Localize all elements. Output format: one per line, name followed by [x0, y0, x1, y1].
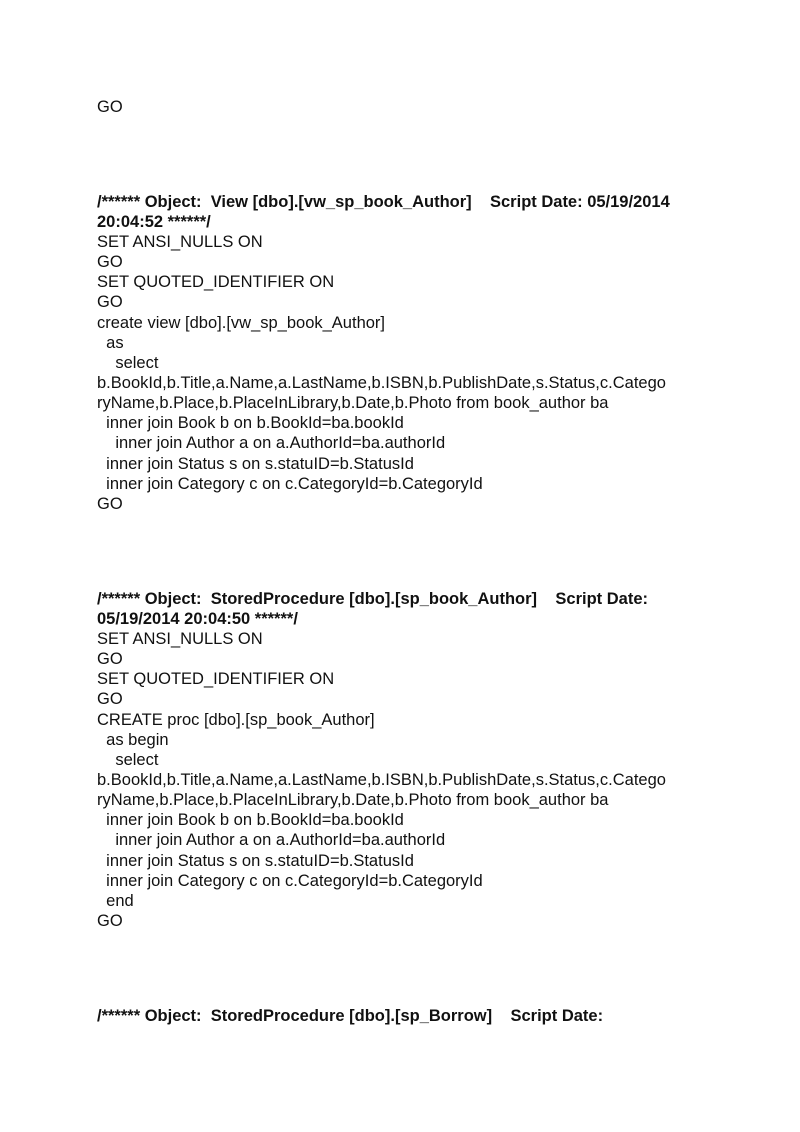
code-line: ryName,b.Place,b.PlaceInLibrary,b.Date,b.Photo from book_author ba: [97, 791, 609, 809]
code-line: SET ANSI_NULLS ON: [97, 630, 263, 648]
code-line: as: [97, 334, 124, 352]
code-line: SET ANSI_NULLS ON: [97, 233, 263, 251]
go-statement: GO: [97, 912, 123, 930]
code-line: inner join Category c on c.CategoryId=b.CategoryId: [97, 872, 483, 890]
code-line: inner join Status s on s.statuID=b.StatusId: [97, 852, 414, 870]
view-header-comment-cont: 20:04:52 ******/: [97, 213, 211, 231]
code-line: inner join Book b on b.BookId=ba.bookId: [97, 414, 404, 432]
proc-header-comment-cont: 05/19/2014 20:04:50 ******/: [97, 610, 298, 628]
code-line: ryName,b.Place,b.PlaceInLibrary,b.Date,b.Photo from book_author ba: [97, 394, 609, 412]
go-statement: GO: [97, 98, 123, 116]
code-line: GO: [97, 253, 123, 271]
code-line: create view [dbo].[vw_sp_book_Author]: [97, 314, 386, 332]
code-line: CREATE proc [dbo].[sp_book_Author]: [97, 711, 375, 729]
code-line: select: [97, 751, 159, 769]
code-line: SET QUOTED_IDENTIFIER ON: [97, 670, 335, 688]
code-line: GO: [97, 650, 123, 668]
code-line: b.BookId,b.Title,a.Name,a.LastName,b.ISBN,b.PublishDate,s.Status,c.Catego: [97, 374, 666, 392]
code-line: inner join Category c on c.CategoryId=b.CategoryId: [97, 475, 483, 493]
code-line: end: [97, 892, 134, 910]
borrow-header-comment: /****** Object: StoredProcedure [dbo].[sp_Borrow] Script Date:: [97, 1007, 604, 1025]
code-line: inner join Status s on s.statuID=b.StatusId: [97, 455, 414, 473]
code-line: SET QUOTED_IDENTIFIER ON: [97, 273, 335, 291]
view-header-comment: /****** Object: View [dbo].[vw_sp_book_Author] Script Date: 05/19/2014: [97, 193, 670, 211]
code-line: inner join Book b on b.BookId=ba.bookId: [97, 811, 404, 829]
go-statement: GO: [97, 495, 123, 513]
proc-header-comment: /****** Object: StoredProcedure [dbo].[sp_book_Author] Script Date:: [97, 590, 648, 608]
code-line: as begin: [97, 731, 169, 749]
code-line: GO: [97, 293, 123, 311]
code-line: inner join Author a on a.AuthorId=ba.authorId: [97, 434, 446, 452]
code-line: select: [97, 354, 159, 372]
code-line: GO: [97, 690, 123, 708]
code-line: b.BookId,b.Title,a.Name,a.LastName,b.ISBN,b.PublishDate,s.Status,c.Catego: [97, 771, 666, 789]
code-line: inner join Author a on a.AuthorId=ba.authorId: [97, 831, 446, 849]
